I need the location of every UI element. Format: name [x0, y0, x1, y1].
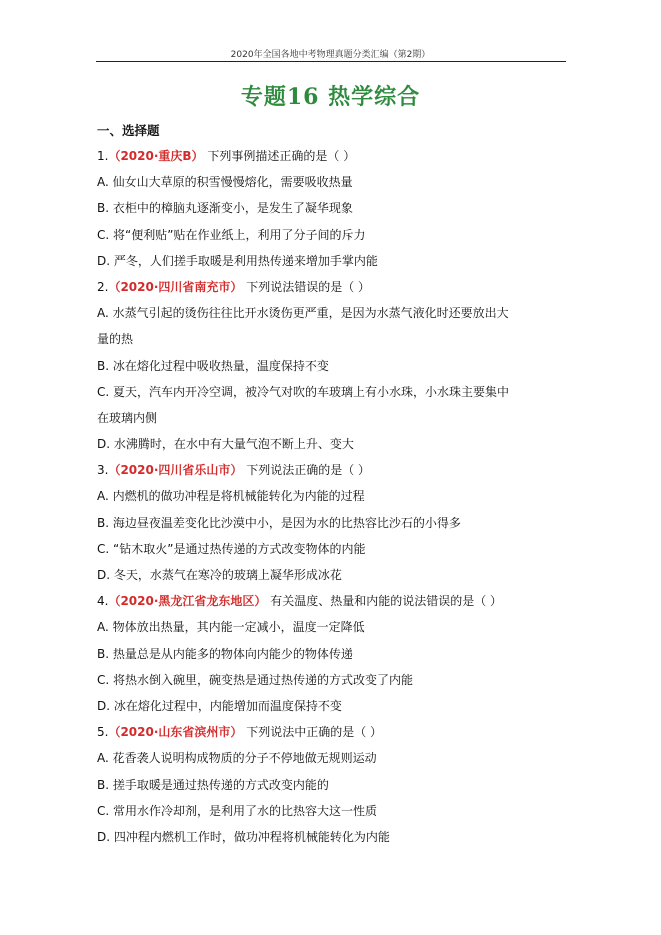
- question-number: 1.: [97, 149, 109, 163]
- answer-option: B. 热量总是从内能多的物体向内能少的物体传递: [97, 646, 353, 661]
- answer-option: 在玻璃内侧: [97, 410, 158, 425]
- question-list: [97, 143, 567, 850]
- answer-option: D. 冬天，水蒸气在寒冷的玻璃上凝华形成冰花: [97, 568, 342, 582]
- question-source: （2020·重庆B）: [108, 149, 204, 163]
- answer-option: C. 夏天，汽车内开冷空调，被冷气对吹的车玻璃上有小水珠，小水珠主要集中: [97, 384, 510, 399]
- answer-option: B. 冰在熔化过程中吸收热量，温度保持不变: [97, 358, 329, 373]
- answer-option: A. 仙女山大草原的积雪慢慢熔化，需要吸收热量: [97, 175, 353, 190]
- question-source: （2020·四川省乐山市）: [108, 463, 243, 478]
- answer-option: 量的热: [97, 332, 134, 347]
- answer-option: B. 衣柜中的樟脑丸逐渐变小，是发生了凝华现象: [97, 201, 353, 216]
- answer-option: D. 严冬，人们搓手取暖是利用热传递来增加手掌内能: [97, 253, 378, 268]
- question-source: （2020·黑龙江省龙东地区）: [108, 594, 267, 609]
- answer-option: B. 海边昼夜温差变化比沙漠中小，是因为水的比热容比沙石的小得多: [97, 515, 461, 530]
- question-text: 有关温度、热量和内能的说法错误的是（ ）: [266, 594, 503, 609]
- answer-option: A. 内燃机的做功冲程是将机械能转化为内能的过程: [97, 489, 365, 504]
- question-text: 下列说法中正确的是（ ）: [242, 725, 383, 740]
- answer-option: C. 将热水倒入碗里，碗变热是通过热传递的方式改变了内能: [97, 672, 414, 687]
- page-header: 2020年全国各地中考物理真题分类汇编（第2期）: [230, 50, 431, 60]
- answer-option: D. 冰在熔化过程中，内能增加而温度保持不变: [97, 698, 342, 713]
- question-number: 4.: [97, 594, 109, 609]
- question-number: 3.: [97, 463, 109, 478]
- question-stem: [97, 274, 567, 300]
- answer-option: C. “钻木取火”是通过热传递的方式改变物体的内能: [97, 541, 366, 556]
- question-stem: [97, 588, 567, 614]
- question-text: 下列说法错误的是（ ）: [242, 279, 371, 294]
- question-stem: [97, 143, 567, 169]
- answer-option: D. 水沸腾时，在水中有大量气泡不断上升、变大: [97, 437, 354, 452]
- question-stem: [97, 719, 567, 745]
- question-number: 2.: [97, 279, 109, 294]
- answer-option: A. 物体放出热量，其内能一定减小，温度一定降低: [97, 620, 365, 635]
- header-divider: [96, 61, 566, 62]
- answer-option: A. 水蒸气引起的烫伤往往比开水烫伤更严重，是因为水蒸气液化时还要放出大: [97, 306, 509, 321]
- question-source: （2020·四川省南充市）: [108, 279, 243, 294]
- question-text: 下列事例描述正确的是（ ）: [203, 149, 356, 163]
- question-number: 5.: [97, 725, 109, 740]
- question-text: 下列说法正确的是（ ）: [242, 463, 371, 478]
- page-title: 专题16 热学综合: [240, 84, 421, 110]
- answer-option: B. 搓手取暖是通过热传递的方式改变内能的: [97, 777, 329, 792]
- question-stem: [97, 457, 567, 483]
- answer-option: C. 常用水作冷却剂，是利用了水的比热容大这一性质: [97, 803, 378, 818]
- answer-option: D. 四冲程内燃机工作时，做功冲程将机械能转化为内能: [97, 829, 390, 844]
- section-heading: 一、选择题: [97, 123, 160, 138]
- question-source: （2020·山东省滨州市）: [108, 725, 243, 740]
- answer-option: C. 将“便利贴”贴在作业纸上，利用了分子间的斥力: [97, 227, 366, 242]
- answer-option: A. 花香袭人说明构成物质的分子不停地做无规则运动: [97, 751, 377, 766]
